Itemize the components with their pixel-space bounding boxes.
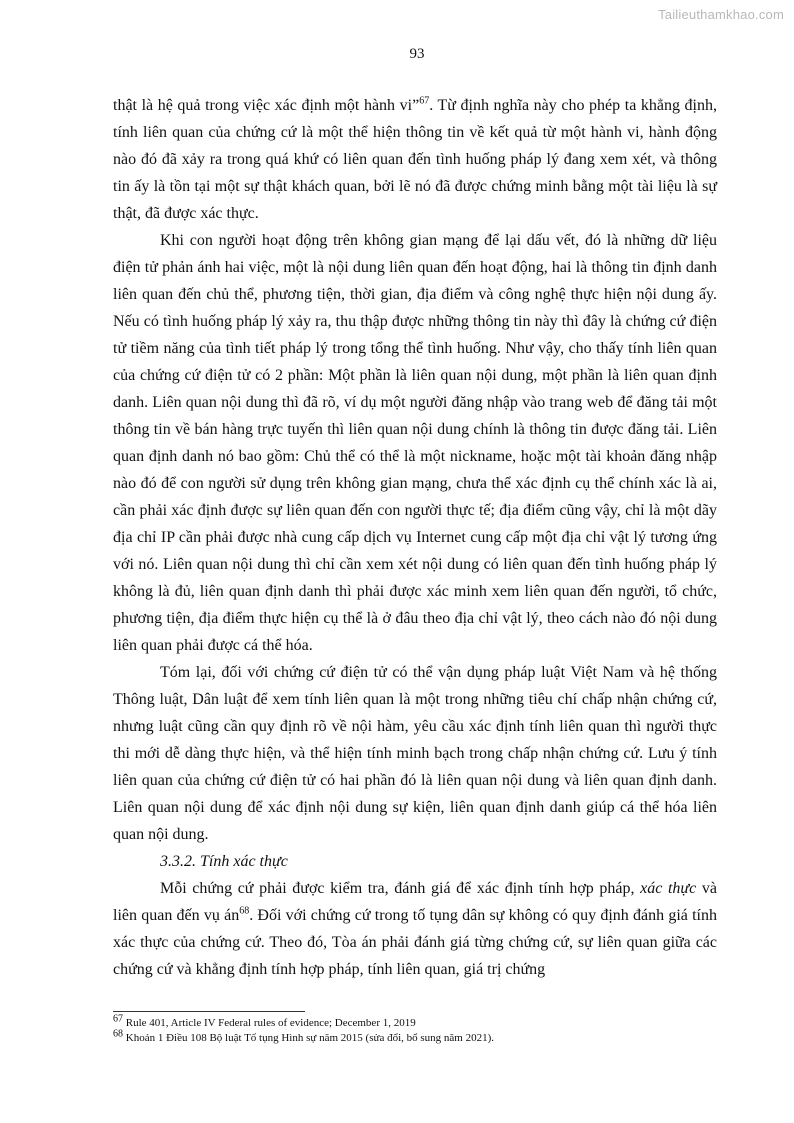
page-number: 93 xyxy=(409,46,425,62)
footnote-67: $^{67}$ Rule 401, Article IV Federal rules of evidence; December 1, 2019 xyxy=(113,1013,416,1029)
footnote-ref-67[interactable]: 67 xyxy=(419,95,430,107)
footnotes xyxy=(113,1013,717,1046)
footnote-68: $^{68}$ Khoản 1 Điều 108 Bộ luật Tố tụng Hình sự năm 2015 (sửa đổi, bổ sung năm 2021). xyxy=(113,1028,495,1044)
paragraph-2: Khi con người hoạt động trên không gian mạng để lại dấu vết, đó là những dữ liệu điện tử phản ánh hai việc, một là nội dung liên quan đến hoạt động, hai là thông tin định danh liên quan đến chủ thể, phương tiện, thời gian, địa điểm và công nghệ thực hiện nội dung ấy. Nếu có tình huống pháp lý xảy ra, thu thập được những thông tin này thì đây là chứng cứ điện tử tiềm năng của tình tiết pháp lý trong tổng thể tình huống. Như vậy, cho thấy tính liên quan của chứng cứ điện tử có 2 phần: Một phần là liên quan nội dung, một phần là liên quan định danh. Liên quan nội dung thì đã rõ, ví dụ một người đăng nhập vào trang web để đăng tải một thông tin về bán hàng trực tuyến thì liên quan nội dung chính là thông tin được đăng tải. Liên quan định danh nó bao gồm: Chủ thể có thể là một nickname, hoặc một tài khoản đăng nhập nào đó để con người sử dụng trên không gian mạng, chưa thể xác định cụ thể chính xác là ai, cần phải xác định được sự liên quan đến con người thực tế; địa điểm cũng vậy, chỉ là một dãy địa chỉ IP cần phải được nhà cung cấp dịch vụ Internet cung cấp một địa chỉ vật lý tương ứng với nó. Liên quan nội dung thì chỉ cần xem xét nội dung có liên quan đến tình huống pháp lý không là đủ, liên quan định danh thì phải được xác minh xem liên quan đến người, tổ chức, phương tiện, địa điểm thực hiện cụ thể là ở đâu theo địa chỉ vật lý, theo cách nào đó nội dung liên quan phải được cá thể hóa. xyxy=(113,232,717,654)
footnote-divider xyxy=(113,1011,305,1012)
paragraph-1: thật là hệ quả trong việc xác định một hành vi”$^{67}$. Từ định nghĩa này cho phép ta khẳng định, tính liên quan của chứng cứ là một thể hiện thông tin về kết quả từ một hành vi, hành động nào đó đã xảy ra trong quá khứ có liên quan đến tình huống pháp lý đang xem xét, và thông tin ấy là tồn tại một sự thật khách quan, bởi lẽ nó đã được chứng minh bằng một tài liệu là sự thật, đã được xác thực. xyxy=(113,95,718,222)
paragraph-3: Tóm lại, đối với chứng cứ điện tử có thể vận dụng pháp luật Việt Nam và hệ thống Thông luật, Dân luật để xem tính liên quan là một trong những tiêu chí chấp nhận chứng cứ, nhưng luật cũng cần quy định rõ về nội hàm, yêu cầu xác định tính liên quan thì người thực thi mới dễ dàng thực hiện, và thể hiện tính minh bạch trong chấp nhận chứng cứ. Lưu ý tính liên quan của chứng cứ điện tử có hai phần đó là liên quan nội dung và liên quan định danh. Liên quan nội dung để xác định nội dung sự kiện, liên quan định danh giúp cá thể hóa liên quan nội dung. xyxy=(113,664,717,843)
footnote-ref-68[interactable]: 68 xyxy=(239,905,250,917)
section-heading: 3.3.2. Tính xác thực xyxy=(160,853,288,870)
watermark-text: Tailieuthamkhao.com xyxy=(658,7,784,22)
paragraph-4: Mỗi chứng cứ phải được kiểm tra, đánh giá để xác định tính hợp pháp, xác thực và liên quan đến vụ $án^{68}$. Đối với chứng cứ trong tố tụng dân sự không có quy định đánh giá tính xác thực của chứng cứ. Theo đó, Tòa án phải đánh giá từng chứng cứ, sự liên quan giữa các chứng cứ và khẳng định tính hợp pháp, tính liên quan, giá trị chứng xyxy=(113,880,718,978)
body-text xyxy=(113,92,717,983)
